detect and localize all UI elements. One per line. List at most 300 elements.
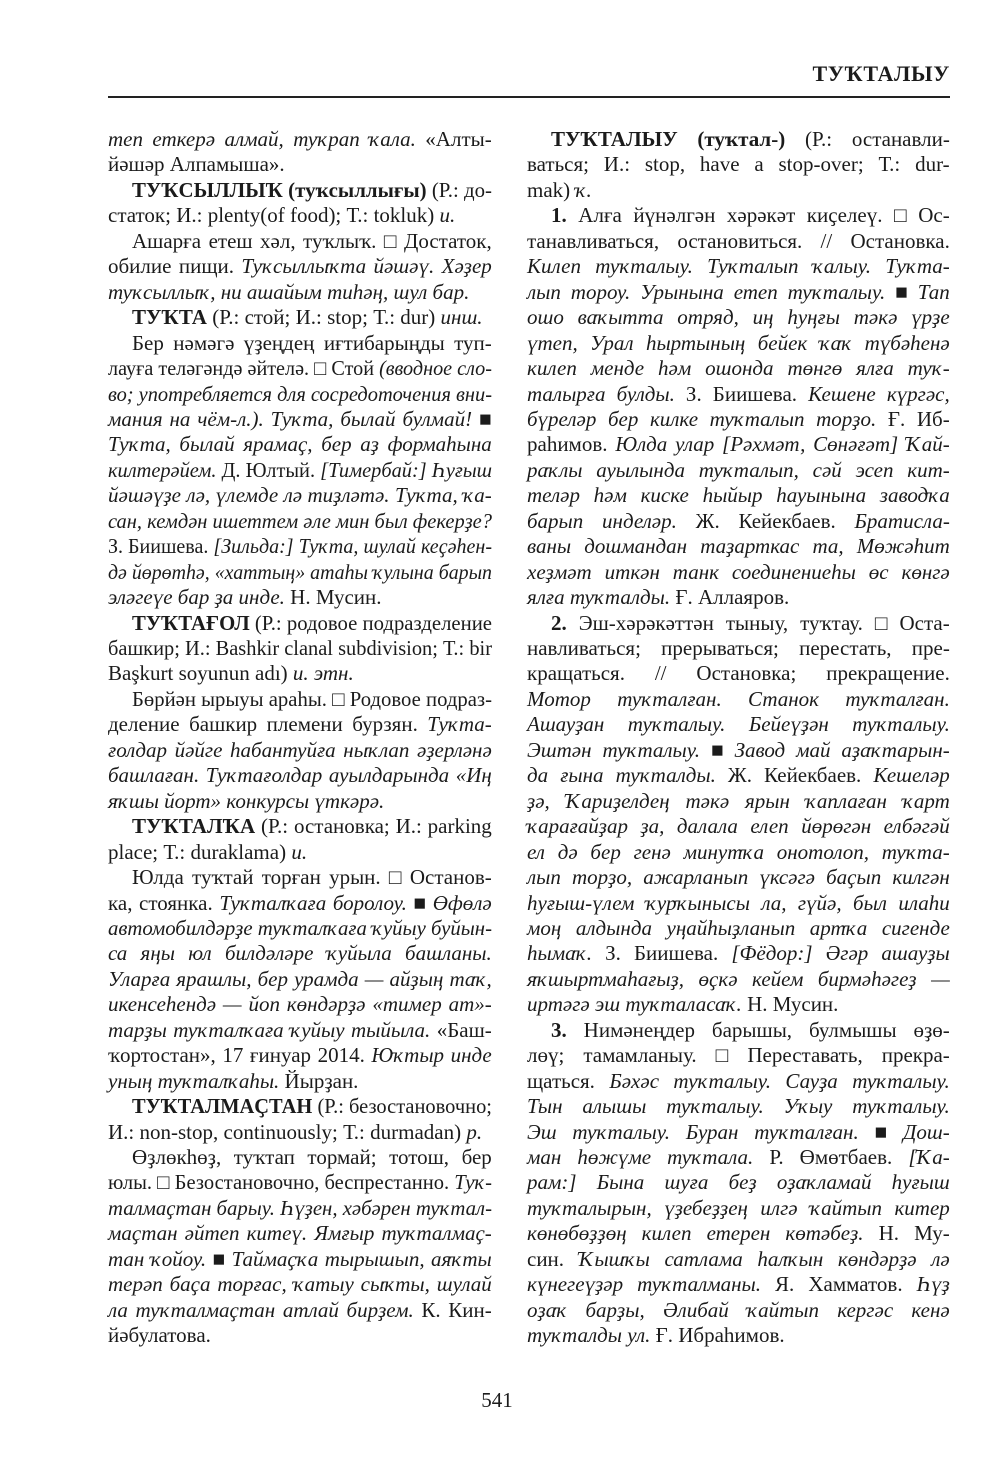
- text-line-content: [108, 1272, 492, 1297]
- text-line-content: [527, 585, 789, 610]
- text-run: Ғ. Иб-: [876, 406, 950, 431]
- text-line: [551, 1018, 950, 1043]
- text-run: башкир; И.: Bashkir clanal subdivision; Т.: bir: [108, 636, 492, 660]
- text-line-content: [108, 941, 492, 966]
- text-line: [527, 916, 950, 941]
- text-run: юлы. □ Безостановочно, беспрестанно.: [108, 1170, 455, 1195]
- text-line: [132, 687, 492, 712]
- text-line-content: [108, 509, 492, 534]
- text-line-content: [132, 331, 492, 356]
- right-column: [527, 127, 950, 1367]
- italic-run: лып тороу. Урынына етеп туҡталыу.: [527, 279, 886, 304]
- italic-run: һуғыш-үлем ҡурҡынысы ла, гүйә, был илаһи: [527, 890, 950, 915]
- text-run: Н. Му-: [863, 1221, 950, 1246]
- text-run: Ғ. Аллаяров.: [670, 585, 790, 610]
- text-run: щаться.: [527, 1068, 610, 1093]
- text-run: син.: [527, 1246, 579, 1271]
- text-line-content: [132, 1094, 492, 1119]
- text-line: [527, 1043, 950, 1068]
- page-number: 541: [481, 1388, 513, 1412]
- text-line-content: [108, 1323, 211, 1348]
- italic-run: Туҡсыллыҡта йәшәү. Хәҙер: [241, 254, 492, 279]
- italic-run: туҡсыллыҡ, ни ашайым тиһәң, шул бар.: [108, 279, 470, 304]
- italic-run: Бәхәс туҡталыу. Сауҙа туҡталыу.: [609, 1068, 950, 1093]
- italic-run: [Ҡа-: [908, 1145, 950, 1169]
- text-line-content: [527, 992, 838, 1017]
- italic-run: Мотор туҡталған. Станок туҡталған.: [527, 686, 950, 711]
- text-run: З. Биишева.: [674, 381, 809, 406]
- text-line-content: [108, 534, 492, 559]
- italic-run: ҡарағайҙар ҙа, далала елеп йөрөгән елбәгәй: [527, 814, 950, 839]
- running-head: ТУҠТАЛЫУ: [812, 61, 950, 86]
- italic-run: рам:] Бына шуға беҙ оҙаҡламай һуғыш: [527, 1170, 950, 1195]
- text-line: [108, 1298, 492, 1323]
- text-line: [108, 534, 492, 559]
- italic-run: ҙә, Ҡариҙелдең тәкә ярын ҡаплаған ҡарт: [527, 788, 950, 813]
- text-run: (Р.: до-: [426, 177, 492, 202]
- text-line-content: [527, 865, 950, 890]
- italic-run: йәшәүҙе лә, үлемде лә тиҙләтә. Туҡта, ҡа-: [108, 483, 492, 508]
- italic-run: р.: [466, 1119, 483, 1144]
- text-line: [132, 229, 492, 254]
- italic-run: ялға туҡталды.: [527, 585, 671, 610]
- headword-run: ТУҠСЫЛЛЫҠ (туҡсыллығы): [132, 177, 427, 202]
- text-line-content: [108, 127, 492, 152]
- text-line: [108, 712, 492, 737]
- text-line: [108, 636, 492, 661]
- text-line: [527, 712, 950, 737]
- italic-run: ман һөжүме туҡтала.: [527, 1145, 754, 1169]
- text-line-content: [108, 1298, 492, 1323]
- text-run: Өҙлөкһөҙ, туҡтап тормай; тотош, бер: [132, 1145, 492, 1169]
- text-run: обилие пищи.: [108, 254, 242, 279]
- text-run: ҡортостан», 17 ғинуар 2014.: [108, 1043, 372, 1068]
- italic-run: ҡ.: [575, 177, 592, 202]
- italic-run: үтеп, Урал һыртының бейек ҡаҡ түбәһенә: [527, 330, 950, 355]
- italic-run: сан, кемдән ишеттем әле мин был фекерҙе?: [108, 508, 492, 533]
- text-run: ■: [206, 1246, 232, 1271]
- text-run: Başkurt soyunun adı): [108, 661, 293, 686]
- text-line-content: [527, 483, 950, 508]
- text-line: [108, 203, 492, 228]
- text-line-content: [132, 687, 492, 712]
- text-line-content: [527, 432, 950, 457]
- text-line: [527, 1323, 950, 1348]
- text-line: [108, 432, 492, 457]
- text-line: [527, 534, 950, 559]
- text-line-content: [108, 636, 492, 661]
- text-line: [108, 1069, 492, 1094]
- text-line: [527, 407, 950, 432]
- text-line: [108, 1018, 492, 1043]
- italic-run: эләгеүе бар ҙа инде.: [108, 585, 285, 610]
- text-line: [108, 483, 492, 508]
- text-line-content: [527, 1170, 950, 1195]
- text-line: [527, 763, 950, 788]
- text-line-content: [527, 1120, 950, 1145]
- text-line-content: [108, 560, 492, 585]
- text-line: [527, 967, 950, 992]
- text-line-content: [527, 534, 950, 559]
- text-line: [108, 661, 492, 686]
- italic-run: [Зильда:] Туҡта, шулай кеҫәһен-: [213, 534, 492, 559]
- text-run: З. Биишева.: [108, 534, 214, 559]
- text-run: ■: [885, 279, 918, 304]
- italic-run: Туҡ-: [454, 1170, 492, 1195]
- text-line: [551, 203, 950, 228]
- text-line: [527, 891, 950, 916]
- headword-run: ТУҠТАЛҠА: [132, 814, 256, 839]
- italic-run: хеҙмәт иткән танк соединениеһы өс көнгә: [527, 559, 950, 584]
- text-line: [527, 331, 950, 356]
- text-line-content: [108, 763, 492, 788]
- text-run: ваться; И.: stop, have a stop-over; Т.: dur-: [527, 152, 950, 177]
- italic-run: маҫтан әйтеп китеү. Ямғыр туҡталмаҫ-: [108, 1221, 492, 1246]
- text-line: [527, 1298, 950, 1323]
- text-line: [527, 280, 950, 305]
- text-line: [527, 1196, 950, 1221]
- text-line: [527, 483, 950, 508]
- italic-run: терәп баҫа торғас, ҡатыу сыҡты, шулай: [108, 1272, 492, 1297]
- italic-run: Килеп туҡталыу. Туҡталып ҡалыу. Туҡта-: [527, 254, 950, 279]
- text-run: Эш-хәрәкәттән тыныу, туҡтау. □ Оста-: [566, 610, 950, 635]
- text-line-content: [527, 178, 592, 203]
- text-line: [132, 305, 492, 330]
- italic-run: Братисла-: [854, 508, 950, 533]
- text-line-content: [527, 458, 950, 483]
- text-run: «Алты-: [415, 127, 492, 151]
- italic-run: Таймаҫҡа тырышып, аяҡты: [231, 1246, 492, 1271]
- text-line-content: [108, 1069, 358, 1094]
- text-line: [527, 789, 950, 814]
- text-line-content: [132, 305, 483, 330]
- text-line: [527, 1272, 950, 1297]
- text-line-content: [108, 891, 492, 916]
- text-line-content: [108, 254, 492, 279]
- text-run: раһимов.: [527, 432, 616, 457]
- text-line-content: [527, 305, 950, 330]
- italic-run: дә йөрөтһә, «хаттың» атаһы ҡулына барып: [108, 559, 492, 584]
- text-line-content: [551, 203, 950, 228]
- text-run: ■: [472, 406, 492, 431]
- italic-run: килтерәйем.: [108, 457, 217, 482]
- text-run: ■: [406, 890, 433, 915]
- italic-run: яҡшыртмаһағыҙ, өҫкә кейем бирмәһәгеҙ —: [527, 966, 950, 991]
- text-run: Бер нәмәгә үҙеңдең иғтибарыңды туп-: [132, 330, 492, 355]
- text-line-content: [527, 687, 950, 712]
- text-run: З. Биишева.: [591, 941, 732, 966]
- italic-run: барып инделәр.: [527, 508, 677, 533]
- italic-run: Уларға ярашлы, бер урамда — айҙың таҡ,: [108, 966, 492, 991]
- text-line: [108, 891, 492, 916]
- text-line: [108, 356, 492, 381]
- text-line: [108, 152, 492, 177]
- text-run: деление башкир племени бурзян.: [108, 712, 428, 737]
- text-line-content: [108, 483, 492, 508]
- italic-run: да ғына туҡталды.: [527, 763, 716, 788]
- text-run: К. Кин-: [413, 1297, 492, 1322]
- text-run: навливаться; прерываться; перестать, пре-: [527, 636, 950, 660]
- italic-run: Эш туҡталыу. Буран туҡталған.: [527, 1119, 859, 1144]
- italic-run: теп еткерә алмай, туҡрап ҡала.: [108, 127, 416, 151]
- text-line-content: [132, 229, 492, 254]
- headword-run: ТУҠТА: [132, 305, 207, 330]
- text-line-content: [527, 916, 950, 941]
- text-line: [108, 916, 492, 941]
- italic-run: (вводное сло-: [379, 356, 492, 381]
- text-line-content: [527, 941, 950, 966]
- text-line-content: [527, 636, 950, 661]
- italic-run: ғолдар йәйге һабантуйға ныҡлап әҙерләнә: [108, 737, 492, 762]
- text-line-content: [527, 738, 950, 763]
- text-line-content: [132, 865, 492, 890]
- text-run: place; Т.: duraklama): [108, 839, 292, 864]
- text-line: [527, 254, 950, 279]
- text-line: [108, 763, 492, 788]
- headword-run: ТУҠТАЛЫУ (туҡтал-): [551, 127, 786, 151]
- italic-run: ваны дошмандан таҙарткас та, Мөжәһит: [527, 534, 950, 559]
- text-line-content: [108, 992, 492, 1017]
- text-line: [132, 814, 492, 839]
- italic-run: Ҡышҡы сатлама һалҡын көндәрҙә лә: [578, 1246, 950, 1271]
- text-line-content: [551, 1018, 950, 1043]
- text-line: [108, 407, 492, 432]
- text-line-content: [527, 661, 950, 686]
- text-run: Н. Мусин.: [741, 992, 839, 1017]
- text-line: [108, 127, 492, 152]
- text-run: Алға йүнәлгән хәрәкәт киҫелеү. □ Ос-: [566, 203, 950, 228]
- text-run: Ғ. Ибраһимов.: [650, 1323, 785, 1348]
- text-run: Я. Хамматов.: [761, 1272, 917, 1297]
- text-run: танавливаться, остановиться. // Остановка.: [527, 228, 950, 253]
- italic-run: и. этн.: [292, 661, 354, 686]
- italic-run: инш.: [440, 305, 483, 330]
- text-line-content: [527, 789, 950, 814]
- text-run: ка, стоянка.: [108, 890, 220, 915]
- italic-run: Ашауҙан туҡталыу. Бейеүҙән туҡталыу.: [527, 712, 950, 737]
- text-line-content: [108, 432, 492, 457]
- text-line-content: [527, 1196, 950, 1221]
- headword-run: 3.: [551, 1017, 567, 1042]
- text-line-content: [527, 763, 950, 788]
- text-line-content: [108, 356, 492, 381]
- left-column: [108, 127, 492, 1367]
- text-line-content: [108, 712, 492, 737]
- text-line-content: [527, 356, 950, 381]
- italic-run: яҡшы йорт» конкурсы үткәрә.: [108, 788, 385, 813]
- italic-run: Кешеләр: [873, 763, 950, 788]
- text-run: йәбулатова.: [108, 1323, 211, 1348]
- text-run: (Р.: остановка; И.: parking: [255, 814, 492, 839]
- text-line: [527, 1247, 950, 1272]
- text-line: [108, 1323, 492, 1348]
- text-line-content: [527, 254, 950, 279]
- text-line: [132, 331, 492, 356]
- text-line: [108, 1221, 492, 1246]
- text-line-content: [108, 1247, 492, 1272]
- text-line: [527, 305, 950, 330]
- italic-run: иртәгә эш туҡталасаҡ.: [527, 992, 742, 1017]
- text-line-content: [108, 1196, 492, 1221]
- text-line-content: [527, 407, 950, 432]
- text-line: [527, 941, 950, 966]
- text-line-content: [527, 1323, 785, 1348]
- text-line-content: [108, 585, 382, 610]
- text-line-content: [108, 1018, 492, 1043]
- text-line-content: [108, 1221, 492, 1246]
- text-line-content: [527, 1094, 950, 1119]
- italic-run: лып торҙо, ажарланып үксәгә баҫып килгән: [527, 865, 950, 890]
- text-line: [108, 254, 492, 279]
- italic-run: күнегеүҙәр туҡталманы.: [527, 1272, 762, 1297]
- text-run: (Р.: останавли-: [785, 127, 950, 151]
- text-line-content: [108, 382, 492, 407]
- italic-run: ошо ваҡытта отряд, иң һуңғы тәкә үрҙе: [527, 305, 950, 330]
- text-line-content: [108, 458, 492, 483]
- text-line-content: [527, 1221, 950, 1246]
- text-line-content: [108, 1170, 492, 1195]
- text-line: [108, 992, 492, 1017]
- text-run: Йырҙан.: [279, 1068, 359, 1093]
- text-line: [527, 1145, 950, 1170]
- text-line-content: [108, 789, 384, 814]
- text-line: [527, 1170, 950, 1195]
- text-line: [132, 1094, 492, 1119]
- text-line-content: [527, 967, 950, 992]
- text-line: [527, 1221, 950, 1246]
- text-line: [527, 382, 950, 407]
- italic-run: раҡлы ауылында туҡталып, сәй эсеп кит-: [527, 457, 950, 482]
- text-line-content: [527, 891, 950, 916]
- text-line: [108, 1043, 492, 1068]
- text-run: И.: non-stop, continuously; Т.: durmadan): [108, 1119, 467, 1144]
- text-run: Ж. Кейекбаев.: [715, 763, 874, 788]
- text-run: (Р.: родовое подразделение: [249, 610, 492, 635]
- italic-run: Тын алышы туҡталыу. Уҡыу туҡталыу.: [527, 1094, 950, 1119]
- text-line: [108, 1170, 492, 1195]
- text-line-content: [132, 611, 492, 636]
- italic-run: автомобилдәрҙе туҡталҡаға ҡуйыу буйын-: [108, 915, 492, 940]
- text-line-content: [108, 916, 492, 941]
- italic-run: [Фёдор:] Әгәр ашауҙы: [731, 941, 950, 966]
- italic-run: Завод май аҙаҡтарын-: [734, 737, 950, 762]
- text-line-content: [108, 1120, 482, 1145]
- text-line: [108, 840, 492, 865]
- text-line: [132, 865, 492, 890]
- text-line: [527, 661, 950, 686]
- italic-run: талмаҫтан барыу. Һүҙен, хәбәрен туҡтал-: [108, 1195, 492, 1220]
- italic-run: ла туҡталмаҫтан атлай бирҙем.: [108, 1297, 414, 1322]
- text-line: [527, 738, 950, 763]
- text-line-content: [108, 152, 285, 177]
- text-run: «Баш-: [430, 1017, 492, 1042]
- text-line-content: [108, 738, 492, 763]
- text-line-content: [527, 712, 950, 737]
- text-line: [108, 280, 492, 305]
- text-line: [527, 585, 950, 610]
- text-run: статок; И.: plenty(of food); Т.: tokluk): [108, 203, 440, 228]
- italic-run: Туҡталҡаға боролоу.: [219, 890, 407, 915]
- text-run: ■: [700, 737, 735, 762]
- text-line: [527, 432, 950, 457]
- italic-run: уның туҡталҡаһы.: [108, 1068, 280, 1093]
- text-line-content: [527, 1247, 950, 1272]
- text-line: [108, 967, 492, 992]
- italic-run: Юлда улар [Рәхмәт, Сөнәғәт] Ҡай-: [615, 432, 950, 457]
- italic-run: во; употребляется для сосредоточения вни-: [108, 381, 492, 406]
- text-line: [551, 611, 950, 636]
- text-line: [108, 509, 492, 534]
- text-line-content: [551, 611, 950, 636]
- text-line-content: [527, 331, 950, 356]
- italic-run: икенсеһендә — йоп көндәрҙә «тимер ат»-: [108, 992, 492, 1017]
- italic-run: Туҡта, былай ярамаҫ, бер аҙ формаһына: [108, 432, 492, 457]
- text-line: [527, 1120, 950, 1145]
- text-line-content: [132, 1145, 492, 1170]
- italic-run: башлаған. Туҡтағолдар ауылдарында «Иң: [108, 763, 492, 788]
- italic-run: оҙаҡ барҙы, Әлибай ҡайтып кергәс кенә: [527, 1297, 950, 1322]
- italic-run: талырға булды.: [527, 381, 675, 406]
- headword-run: ТУҠТАҒОЛ: [132, 610, 250, 635]
- italic-run: Өфөлә: [432, 890, 492, 915]
- text-line: [527, 687, 950, 712]
- text-line: [527, 814, 950, 839]
- italic-run: Эштән туҡталыу.: [527, 737, 701, 762]
- text-line: [108, 1196, 492, 1221]
- text-line: [108, 1272, 492, 1297]
- text-run: йәшәр Алпамыша».: [108, 152, 285, 177]
- text-run: лауға теләгәндә әйтелә. □ Стой: [108, 356, 380, 381]
- text-line: [108, 789, 492, 814]
- text-line-content: [527, 1069, 950, 1094]
- italic-run: ел дә бер генә минутҡа онотолоп, туҡта-: [527, 839, 950, 864]
- text-line-content: [527, 382, 950, 407]
- text-line-content: [132, 178, 492, 203]
- text-line: [527, 509, 950, 534]
- text-line: [108, 560, 492, 585]
- italic-run: туҡталды ул.: [527, 1323, 651, 1348]
- text-line-content: [527, 1298, 950, 1323]
- text-line: [527, 636, 950, 661]
- italic-run: тарҙы туҡталҡаға ҡуйыу тыйыла.: [108, 1017, 431, 1042]
- text-run: Ашарға етеш хәл, туҡлыҡ. □ Достаток,: [132, 228, 492, 253]
- italic-run: моң алдында уңайһыҙланып артҡа сигенде: [527, 915, 950, 940]
- text-line-content: [108, 661, 354, 686]
- text-line: [108, 941, 492, 966]
- text-line-content: [108, 1043, 492, 1068]
- text-line: [527, 1094, 950, 1119]
- italic-run: һымаҡ.: [527, 941, 592, 966]
- text-line-content: [527, 229, 950, 254]
- italic-run: туҡталырын, үҙебеҙҙең илгә ҡайтып китер: [527, 1195, 950, 1220]
- text-line-content: [527, 814, 950, 839]
- text-run: (Р.: безостановочно;: [312, 1094, 492, 1119]
- text-line: [132, 178, 492, 203]
- text-run: Бөрйән ырыуы араһы. □ Родовое подраз-: [132, 686, 492, 711]
- text-line-content: [527, 280, 950, 305]
- text-run: Д. Юлтый.: [216, 457, 321, 482]
- text-line-content: [527, 1272, 950, 1297]
- italic-run: Туҡта-: [427, 712, 492, 737]
- text-line: [527, 229, 950, 254]
- text-line-content: [527, 152, 950, 177]
- text-run: кращаться. // Остановка; прекращение.: [527, 661, 950, 686]
- text-line: [551, 127, 950, 152]
- text-line: [527, 458, 950, 483]
- header-rule: [108, 96, 950, 98]
- italic-run: мания на чём-л.). Туҡта, былай булмай!: [108, 406, 473, 431]
- text-line-content: [132, 814, 492, 839]
